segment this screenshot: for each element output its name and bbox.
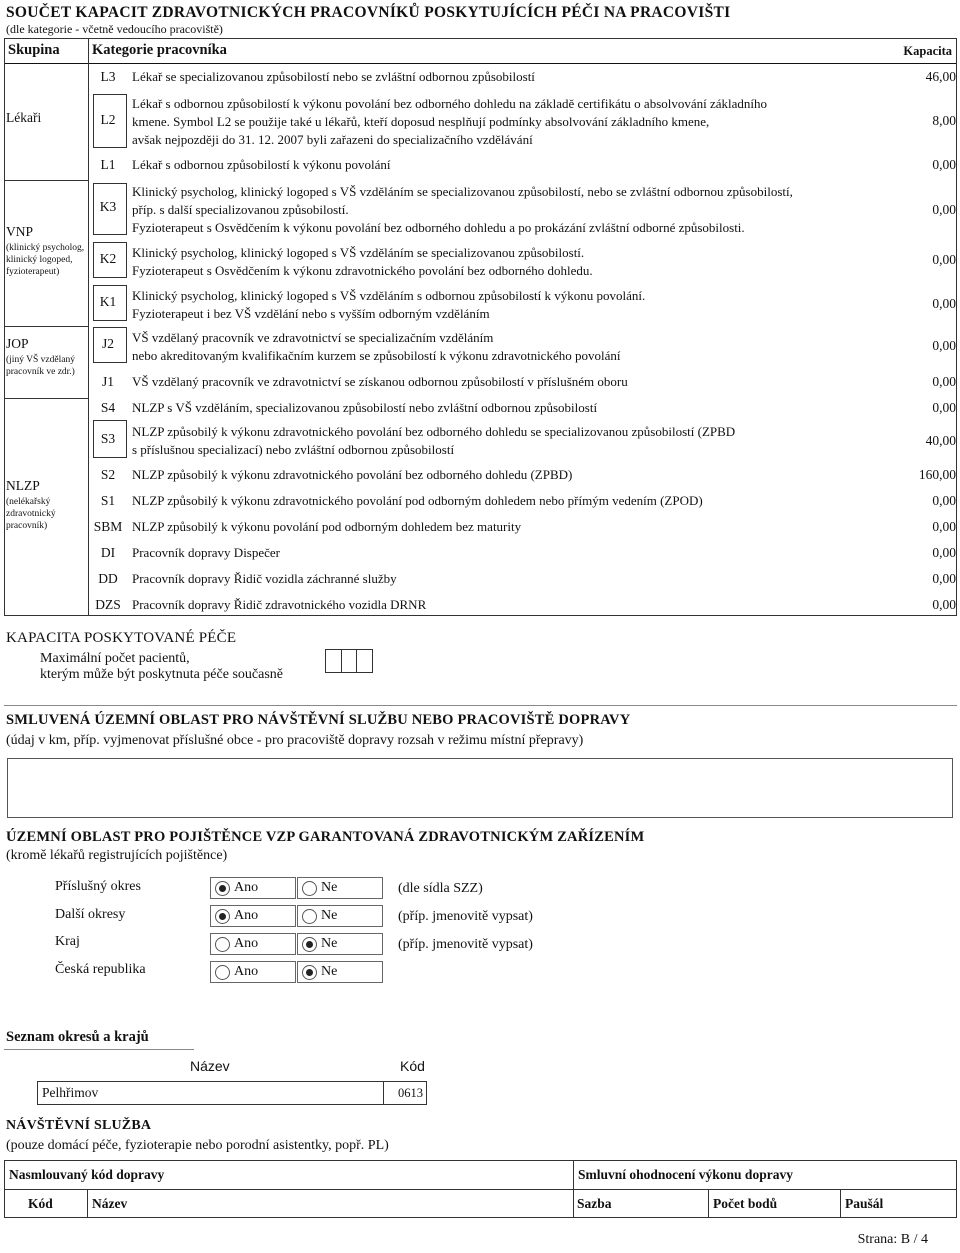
- option-ano[interactable]: [210, 961, 296, 983]
- row-description: Klinický psycholog, klinický logoped s VŠ vzděláním se specializovanou způsobilostí. Fyzioterapeut s Osvědčením k výkonu zdravotnického povolání bez odborného dohledu.: [132, 245, 593, 278]
- row-capacity: 8,00: [932, 113, 956, 128]
- row-code: S3: [100, 431, 116, 446]
- row-capacity: 40,00: [925, 433, 956, 448]
- uzemni-subtitle: (kromě lékařů registrujících pojištěnce): [6, 848, 228, 863]
- row-description: NLZP způsobilý k výkonu zdravotnického povolání pod odborným dohledem nebo přímým vedením (ZPOD): [132, 493, 703, 508]
- col-nazev: Název: [92, 1196, 128, 1211]
- row-code: J2: [101, 336, 114, 351]
- row-description: Lékař se specializovanou způsobilostí nebo se zvláštní odbornou způsobilostí: [132, 69, 535, 84]
- radio-ne-label: Ne: [321, 964, 338, 979]
- uzemni-row-note: (dle sídla SZZ): [398, 881, 483, 896]
- row-description: Klinický psycholog, klinický logoped s VŠ vzděláním se specializovanou způsobilostí, nebo se zvláštní odbornou způsobilostí, příp. s další specializovanou způsobilostí. Fyzioterapeut s Osvědčením k výkonu povolání bez odborného dohledu a po prokázání zvláštní odborné způsobilosti.: [132, 184, 793, 235]
- uzemni-row-label: Příslušný okres: [55, 879, 141, 894]
- uzemni-row-label: Další okresy: [55, 907, 126, 922]
- row-capacity: 0,00: [932, 338, 956, 353]
- row-capacity: 0,00: [932, 252, 956, 267]
- table-row: [37, 1081, 427, 1105]
- row-capacity: 160,00: [918, 467, 956, 482]
- col-sazba: Sazba: [577, 1196, 612, 1211]
- radio-ano-label: Ano: [234, 880, 259, 895]
- uzemni-row-note: (příp. jmenovitě vypsat): [398, 909, 533, 924]
- option-ne[interactable]: [297, 933, 383, 955]
- radio-ne[interactable]: [302, 965, 317, 980]
- radio-ne-label: Ne: [321, 880, 338, 895]
- col-header-capacity: Kapacita: [903, 44, 952, 58]
- col-pausal: Paušál: [845, 1196, 884, 1211]
- smluvena-area-field[interactable]: [7, 758, 953, 818]
- row-capacity: 0,00: [932, 374, 956, 389]
- group-vnp: VNP: [6, 224, 34, 239]
- radio-ano-label: Ano: [234, 936, 259, 951]
- row-capacity: 0,00: [932, 202, 956, 217]
- row-description: Pracovník dopravy Řidič zdravotnického vozidla DRNR: [132, 597, 427, 612]
- row-code: S2: [100, 467, 116, 482]
- row-capacity: 0,00: [932, 545, 956, 560]
- radio-ano-label: Ano: [234, 964, 259, 979]
- col-smluvni-ohodnoceni: Smluvní ohodnocení výkonu dopravy: [578, 1167, 793, 1182]
- radio-ne-label: Ne: [321, 936, 338, 951]
- group-lekari: Lékaři: [6, 110, 42, 125]
- page-subtitle: (dle kategorie - včetně vedoucího pracoviště): [6, 22, 223, 36]
- col-nasmlouvany-kod: Nasmlouvaný kód dopravy: [9, 1167, 165, 1182]
- col-pocet-bodu: Počet bodů: [713, 1196, 778, 1211]
- row-capacity: 0,00: [932, 493, 956, 508]
- row-capacity: 0,00: [932, 157, 956, 172]
- row-description: VŠ vzdělaný pracovník ve zdravotnictví se získanou odbornou způsobilostí v příslušném oboru: [132, 374, 628, 389]
- col-header-category: Kategorie pracovníka: [92, 42, 227, 58]
- radio-ne[interactable]: [302, 881, 317, 896]
- uzemni-row-note: (příp. jmenovitě vypsat): [398, 937, 533, 952]
- navstevni-title: NÁVŠTĚVNÍ SLUŽBA: [6, 1118, 152, 1133]
- smluvena-title: SMLUVENÁ ÚZEMNÍ OBLAST PRO NÁVŠTĚVNÍ SLUŽBU NEBO PRACOVIŠTĚ DOPRAVY: [6, 712, 631, 728]
- option-ano[interactable]: [210, 933, 296, 955]
- row-code: DD: [98, 571, 118, 586]
- row-code: L1: [100, 157, 116, 172]
- row-capacity: 0,00: [932, 519, 956, 534]
- col-header-group: Skupina: [8, 42, 60, 58]
- group-jop-desc: (jiný VŠ vzdělaný pracovník ve zdr.): [6, 355, 75, 377]
- radio-ne[interactable]: [302, 937, 317, 952]
- navstevni-subtitle: (pouze domácí péče, fyzioterapie nebo porodní asistentky, popř. PL): [6, 1138, 389, 1153]
- radio-ne[interactable]: [302, 909, 317, 924]
- seznam-title: Seznam okresů a krajů: [6, 1029, 149, 1045]
- row-description: NLZP způsobilý k výkonu povolání pod odborným dohledem bez maturity: [132, 519, 522, 534]
- row-code: K3: [99, 199, 117, 214]
- row-code: K2: [99, 251, 117, 266]
- group-vnp-desc: (klinický psycholog, klinický logoped, fyzioterapeut): [6, 243, 85, 277]
- row-capacity: 0,00: [932, 571, 956, 586]
- row-description: Klinický psycholog, klinický logoped s VŠ vzděláním s odbornou způsobilostí k výkonu povolání. Fyzioterapeut i bez VŠ vzdělání nebo s vyšším odborným vzděláním: [132, 288, 646, 321]
- row-description: NLZP způsobilý k výkonu zdravotnického povolání bez odborného dohledu se specializovanou způsobilostí (ZPBD s příslušnou specializací) nebo zvláštní odbornou způsobilostí: [132, 424, 736, 457]
- row-description: Lékař s odbornou způsobilostí k výkonu povolání: [132, 157, 391, 172]
- row-code: S4: [100, 400, 116, 415]
- radio-ano-label: Ano: [234, 908, 259, 923]
- uzemni-row-label: Kraj: [55, 934, 80, 949]
- row-description: VŠ vzdělaný pracovník ve zdravotnictví se specializačním vzděláním nebo akreditovaným kvalifikačním kurzem se způsobilostí k výkonu zdravotnického povolání: [132, 330, 621, 363]
- row-description: NLZP s VŠ vzděláním, specializovanou způsobilostí nebo zvláštní odbornou způsobilostí: [132, 400, 598, 415]
- row-code: L2: [100, 112, 116, 127]
- uzemni-row-label: Česká republika: [55, 962, 146, 977]
- group-nlzp: NLZP: [6, 478, 40, 493]
- max-patients-field[interactable]: [325, 649, 373, 673]
- row-description: Lékař s odbornou způsobilostí k výkonu povolání bez odborného dohledu na základě certifikátu o absolvování základního kmene. Symbol L2 se použije také u lékařů, kteří doposud nesplňují podmínky absolvování základního kmene, avšak nejpozději do 31. 12. 2007 byli zařazeni do specializačního vzdělávání: [132, 96, 768, 147]
- row-capacity: 46,00: [925, 69, 956, 84]
- radio-ano[interactable]: [215, 881, 230, 896]
- radio-ano[interactable]: [215, 965, 230, 980]
- smluvena-subtitle: (údaj v km, příp. vyjmenovat příslušné obce - pro pracoviště dopravy rozsah v režimu místní přepravy): [6, 733, 584, 748]
- group-nlzp-desc: (nelékařský zdravotnický pracovník): [6, 497, 56, 531]
- row-code: J1: [101, 374, 114, 389]
- row-code: SBM: [93, 519, 123, 534]
- row-description: NLZP způsobilý k výkonu zdravotnického povolání bez odborného dohledu (ZPBD): [132, 467, 573, 482]
- row-code: K1: [99, 294, 117, 309]
- kapacita-title: KAPACITA POSKYTOVANÉ PÉČE: [6, 630, 237, 646]
- seznam-col-code: Kód: [400, 1058, 425, 1074]
- row-code: L3: [100, 69, 116, 84]
- row-description: Pracovník dopravy Řidič vozidla záchranné služby: [132, 571, 397, 586]
- option-ano[interactable]: [210, 877, 296, 899]
- option-ne[interactable]: [297, 877, 383, 899]
- radio-ano[interactable]: [215, 909, 230, 924]
- radio-ne-label: Ne: [321, 908, 338, 923]
- seznam-row-name: Pelhřimov: [42, 1085, 99, 1100]
- kapacita-label: Maximální počet pacientů, kterým může být poskytnuta péče současně: [40, 651, 283, 682]
- seznam-row-code: 0613: [398, 1086, 423, 1100]
- option-ano[interactable]: [210, 905, 296, 927]
- option-ne[interactable]: [297, 961, 383, 983]
- row-code: DZS: [95, 597, 121, 612]
- uzemni-title: ÚZEMNÍ OBLAST PRO POJIŠTĚNCE VZP GARANTOVANÁ ZDRAVOTNICKÝM ZAŘÍZENÍM: [6, 829, 645, 845]
- row-description: Pracovník dopravy Dispečer: [132, 545, 281, 560]
- row-code: DI: [100, 545, 116, 560]
- radio-ano[interactable]: [215, 937, 230, 952]
- option-ne[interactable]: [297, 905, 383, 927]
- seznam-col-name: Název: [190, 1058, 230, 1074]
- group-jop: JOP: [6, 336, 29, 351]
- row-capacity: 0,00: [932, 296, 956, 311]
- row-capacity: 0,00: [932, 400, 956, 415]
- col-kod: Kód: [28, 1196, 53, 1211]
- row-code: S1: [100, 493, 116, 508]
- row-capacity: 0,00: [932, 597, 956, 612]
- page-number: Strana: B / 4: [857, 1232, 928, 1247]
- page-title: SOUČET KAPACIT ZDRAVOTNICKÝCH PRACOVNÍKŮ POSKYTUJÍCÍCH PÉČI NA PRACOVIŠTI: [6, 4, 731, 21]
